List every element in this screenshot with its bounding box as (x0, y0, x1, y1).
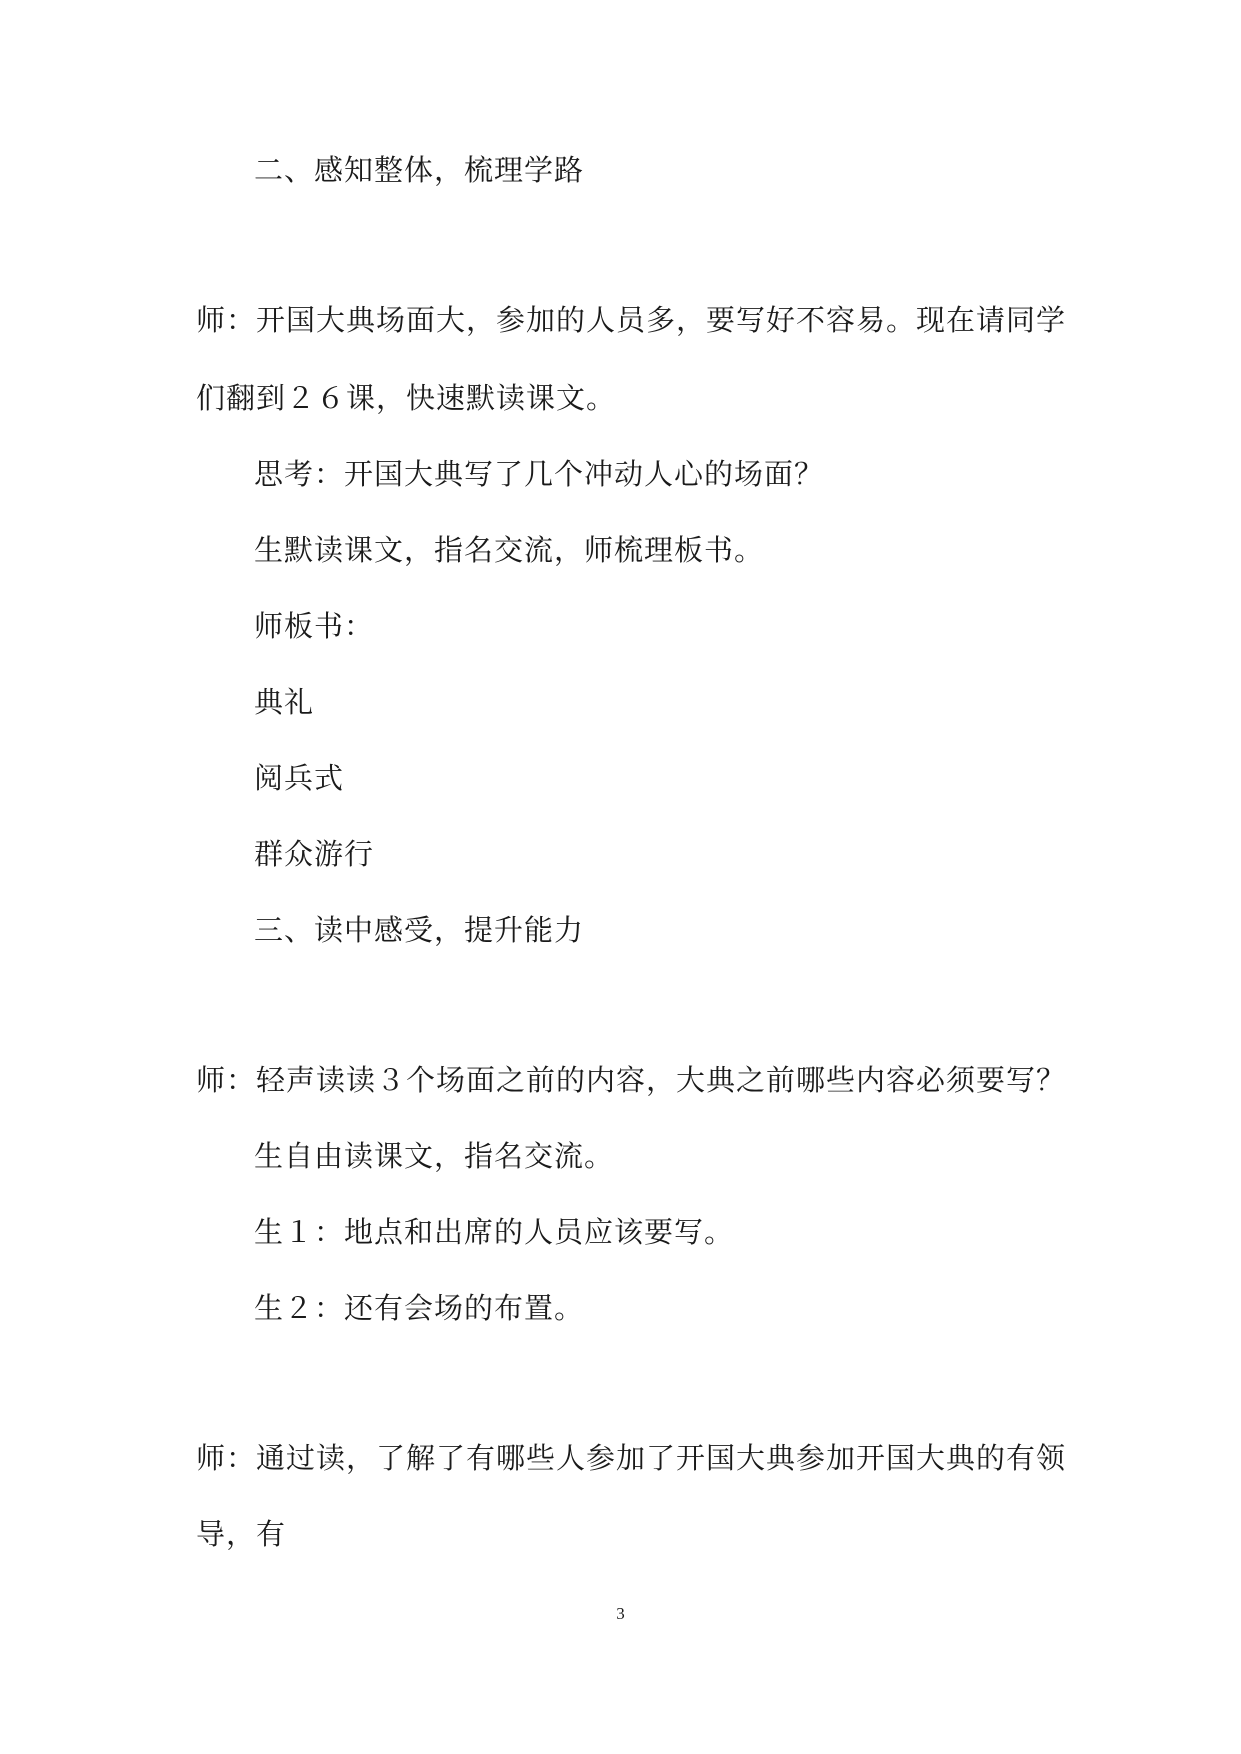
paragraph-line: 导，有 (196, 1517, 287, 1551)
paragraph-line: 师板书： (254, 609, 375, 643)
paragraph-line: 生１：地点和出席的人员应该要写。 (254, 1215, 735, 1249)
section-heading-3: 三、读中感受，提升能力 (254, 913, 585, 947)
paragraph-line: 师：轻声读读３个场面之前的内容，大典之前哪些内容必须要写？ (196, 1063, 1067, 1097)
paragraph-line: 师：开国大典场面大，参加的人员多，要写好不容易。现在请同学 (196, 303, 1067, 337)
board-item: 群众游行 (254, 837, 375, 871)
section-heading-2: 二、感知整体，梳理学路 (254, 153, 585, 187)
paragraph-line: 思考：开国大典写了几个冲动人心的场面？ (254, 457, 825, 491)
paragraph-line: 师：通过读，了解了有哪些人参加了开国大典参加开国大典的有领 (196, 1441, 1067, 1475)
board-item: 典礼 (254, 685, 315, 719)
paragraph-line: 们翻到２６课，快速默读课文。 (196, 381, 617, 415)
paragraph-line: 生２：还有会场的布置。 (254, 1291, 585, 1325)
page-number: 3 (616, 1604, 625, 1623)
board-item: 阅兵式 (254, 761, 345, 795)
paragraph-line: 生自由读课文，指名交流。 (254, 1139, 615, 1173)
paragraph-line: 生默读课文，指名交流，师梳理板书。 (254, 533, 765, 567)
